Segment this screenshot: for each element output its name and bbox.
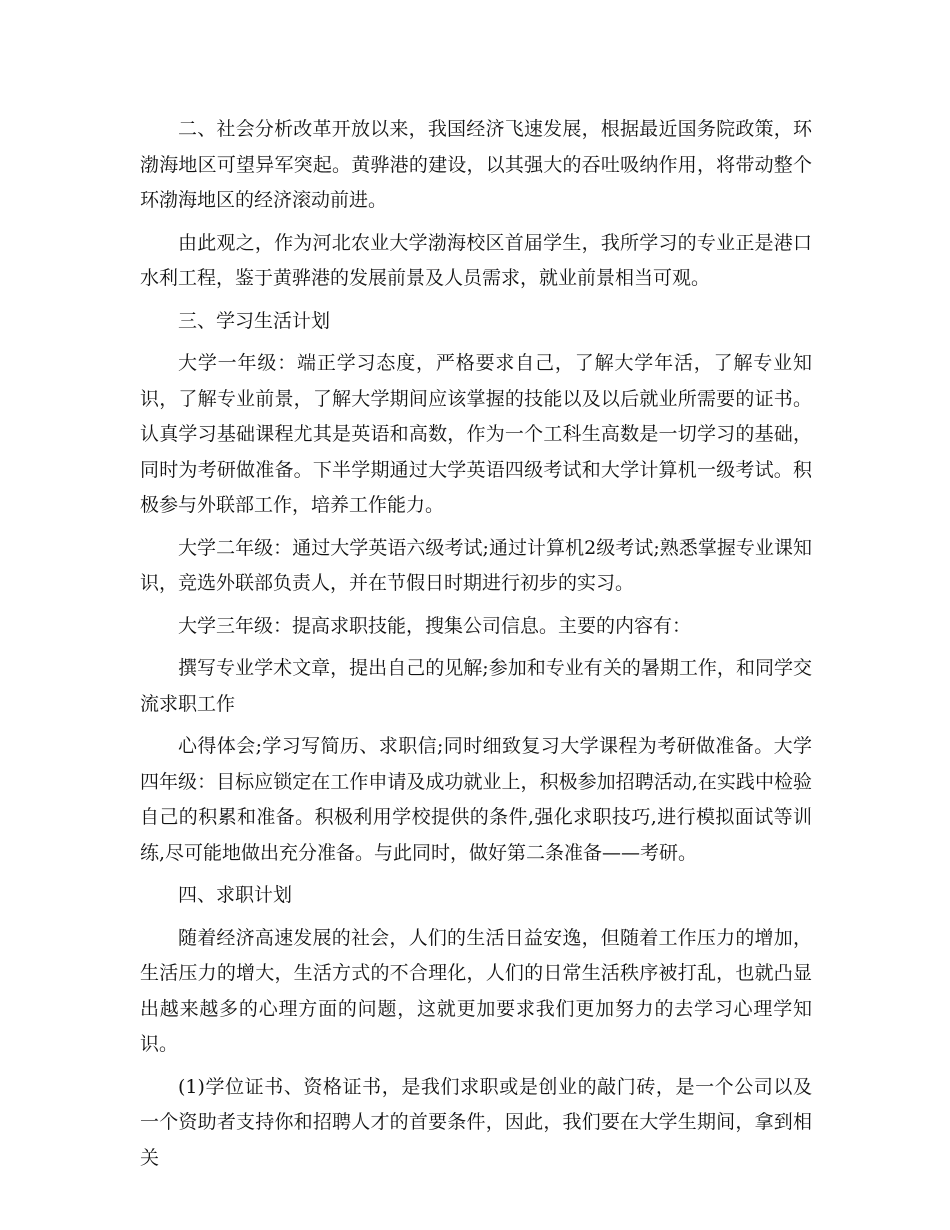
paragraph-second-year: 大学二年级：通过大学英语六级考试;通过计算机2级考试;熟悉掌握专业课知识，竞选外联部负责人，并在节假日时期进行初步的实习。: [140, 536, 812, 594]
heading-study-plan: 三、学习生活计划: [178, 309, 331, 332]
paragraph-third-year-items: 撰写专业学术文章，提出自己的见解;参加和专业有关的暑期工作，和同学交流求职工作: [140, 657, 812, 715]
document-page: [140, 112, 812, 1183]
paragraph-first-year: 大学一年级：端正学习态度，严格要求自己，了解大学年活，了解专业知识，了解专业前景，了解大学期间应该掌握的技能以及以后就业所需要的证书。认真学习基础课程尤其是英语和高数，作为一个工科生高数是一切学习的基础，同时为考研做准备。下半学期通过大学英语四级考试和大学计算机一级考试。积极参与外联部工作，培养工作能力。: [140, 352, 812, 516]
paragraph-social-analysis: 二、社会分析改革开放以来，我国经济飞速发展，根据最近国务院政策，环渤海地区可望异军突起。黄骅港的建设，以其强大的吞吐吸纳作用，将带动整个环渤海地区的经济滚动前进。: [140, 118, 812, 211]
paragraph-fourth-year: 心得体会;学习写简历、求职信;同时细致复习大学课程为考研做准备。大学四年级：目标应锁定在工作申请及成功就业上，积极参加招聘活动,在实践中检验自己的积累和准备。积极利用学校提供的条件,强化求职技巧,进行模拟面试等训练,尽可能地做出充分准备。与此同时，做好第二条准备——考研。: [140, 735, 812, 864]
paragraph-employment-outlook: 由此观之，作为河北农业大学渤海校区首届学生，我所学习的专业正是港口水利工程，鉴于黄骅港的发展前景及人员需求，就业前景相当可观。: [140, 231, 812, 289]
heading-job-plan: 四、求职计划: [178, 884, 293, 906]
paragraph-certificates: (1)学位证书、资格证书，是我们求职或是创业的敲门砖，是一个公司以及一个资助者支持你和招聘人才的首要条件，因此，我们要在大学生期间，拿到相关: [140, 1075, 812, 1169]
paragraph-third-year: 大学三年级：提高求职技能，搜集公司信息。主要的内容有：: [178, 614, 692, 637]
paragraph-psychology: 随着经济高速发展的社会，人们的生活日益安逸，但随着工作压力的增加，生活压力的增大，生活方式的不合理化，人们的日常生活秩序被打乱，也就凸显出越来越多的心理方面的问题，这就更加要求我们更加努力的去学习心理学知识。: [140, 926, 812, 1055]
